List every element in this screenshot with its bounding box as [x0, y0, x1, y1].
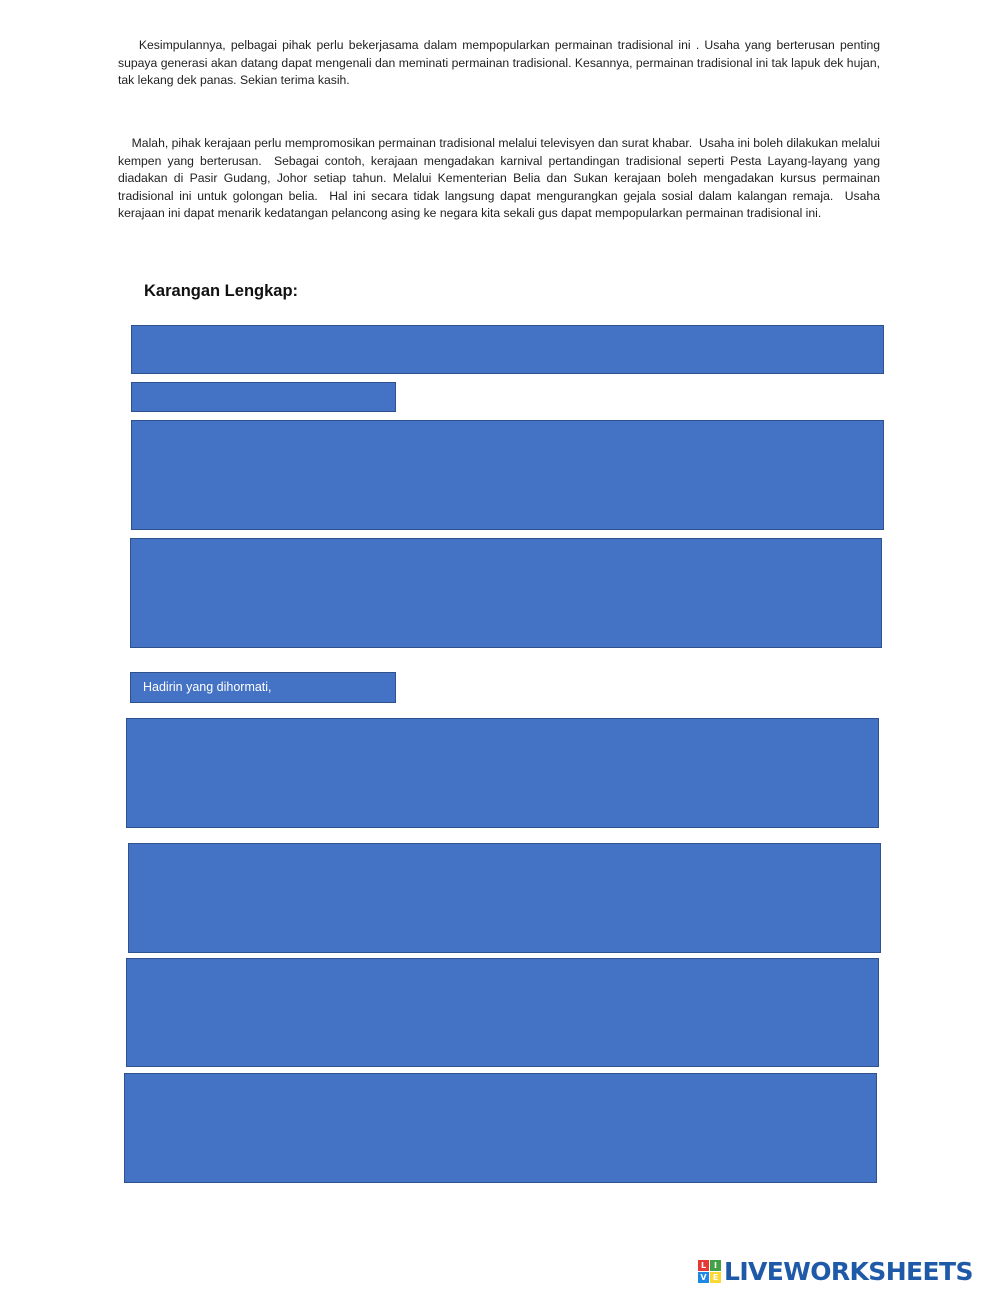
- answer-box-6[interactable]: [126, 718, 879, 828]
- paragraph-government-role: Malah, pihak kerajaan perlu mempromosikan permainan tradisional melalui televisyen dan surat khabar. Usaha ini boleh dilakukan melalui kempen yang berterusan. Sebagai contoh, kerajaan mengadakan karnival pertandingan tradisional seperti Pesta Layang-layang yang diadakan di Pasir Gudang, Johor setiap tahun. Melalui Kementerian Belia dan Sukan kerajaan boleh mengadakan kursus permainan tradisional ini untuk golongan belia. Hal ini secara tidak langsung dapat mengurangkan gejala sosial dalam kalangan remaja. Usaha kerajaan ini dapat menarik kedatangan pelancong asing ke negara kita sekali gus dapat mempopularkan permainan tradisional ini.: [118, 136, 884, 221]
- liveworksheets-brand: [698, 1254, 973, 1288]
- logo-letter-v: V: [698, 1272, 709, 1283]
- answer-box-7[interactable]: [128, 843, 881, 953]
- answer-box-5[interactable]: [130, 672, 396, 703]
- brand-wordmark: LIVEWORKSHEETS: [724, 1256, 973, 1286]
- answer-box-9[interactable]: [124, 1073, 877, 1183]
- logo-letter-l: L: [698, 1260, 709, 1271]
- answer-box-5-label: Hadirin yang dihormati,: [143, 680, 272, 694]
- answer-box-2[interactable]: [131, 382, 396, 412]
- logo-letter-i: I: [710, 1260, 721, 1271]
- section-heading: Karangan Lengkap:: [144, 282, 299, 300]
- paragraph-conclusion: Kesimpulannya, pelbagai pihak perlu bekerjasama dalam mempopularkan permainan tradisional ini . Usaha yang berterusan penting supaya generasi akan datang dapat mengenali dan meminati permainan tradisional. Kesannya, permainan tradisional ini tak lapuk dek hujan, tak lekang dek panas. Sekian terima kasih.: [118, 38, 887, 88]
- answer-box-1[interactable]: [131, 325, 884, 374]
- liveworksheets-logo-icon: [698, 1260, 721, 1283]
- answer-box-8[interactable]: [126, 958, 879, 1067]
- answer-box-4[interactable]: [130, 538, 882, 648]
- logo-letter-e: E: [710, 1272, 721, 1283]
- answer-box-3[interactable]: [131, 420, 884, 530]
